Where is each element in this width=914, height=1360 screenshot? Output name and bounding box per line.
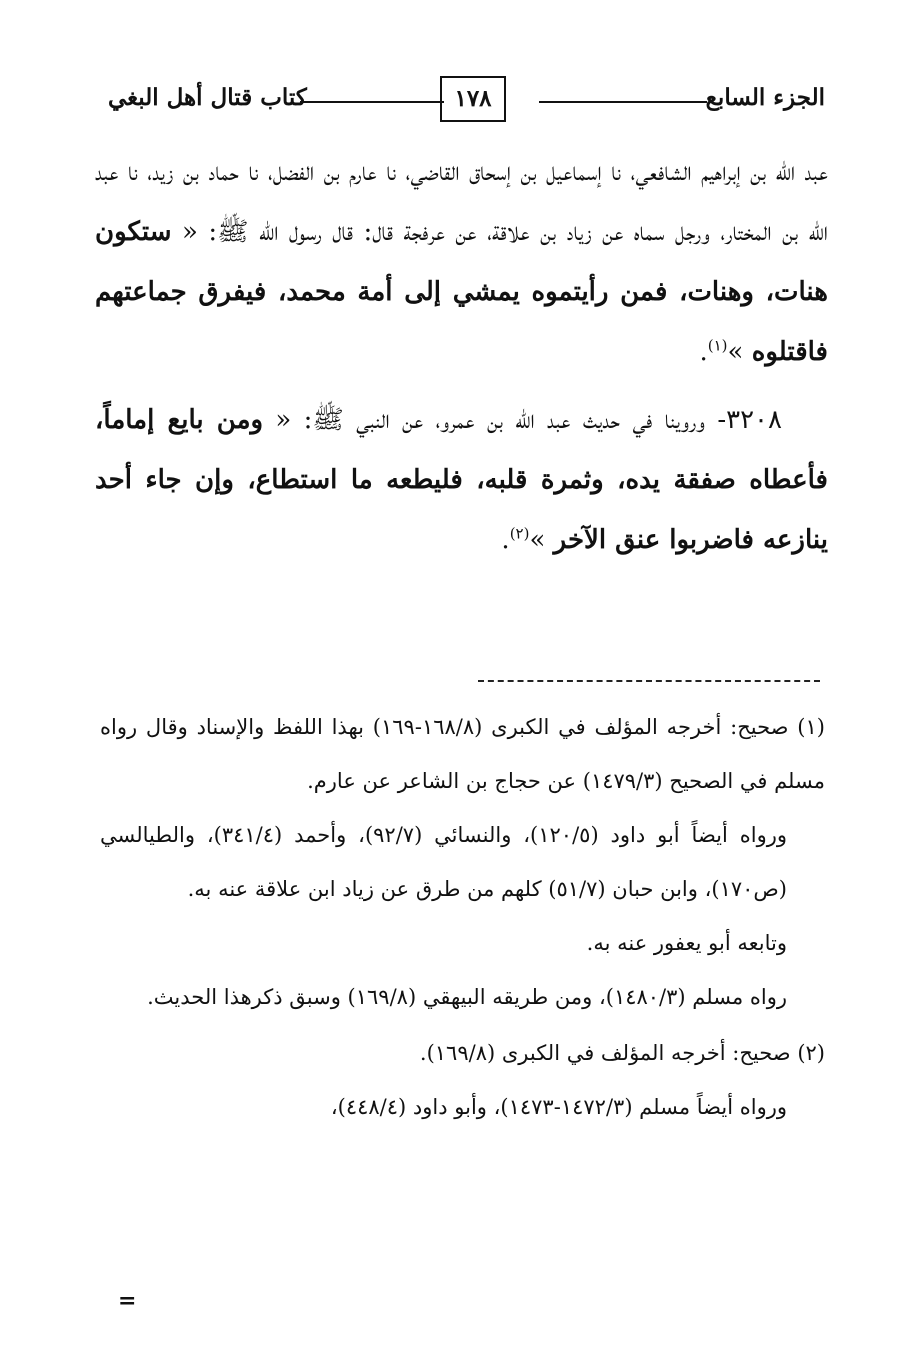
isnad-text: ٣٢٠٨- وروينا في حديث عبد الله بن عمرو، عن النبي ﷺ: « [263, 405, 782, 435]
header-rule-left [300, 101, 444, 103]
footnote-2-line: ورواه أيضاً مسلم (١٤٧٢/٣-١٤٧٣)، وأبو داود (٤٤٨/٤)، [330, 1095, 787, 1119]
period: . [501, 525, 510, 555]
footnote-1-line: رواه مسلم (١٤٨٠/٣)، ومن طريقه البيهقي (١٦٩/٨) وسبق ذكرهذا الحديث. [147, 985, 787, 1009]
footnote-ref-2: (٢) [509, 524, 530, 543]
hadith-text: ستكون هنات، وهنات، فمن رأيتموه يمشي إلى أمة محمد، فيفرق جماعتهم فاقتلوه [95, 217, 828, 367]
main-text [95, 142, 828, 570]
footnote-1-line: (١) صحيح: أخرجه المؤلف في الكبرى (١٦٨/٨-١٦٩) بهذا اللفظ والإسناد وقال رواه مسلم في الصحيح (١٤٧٩/٣) عن حجاج بن الشاعر عن عارم. [100, 715, 825, 793]
quote-close: » [529, 525, 554, 555]
paragraph-1 [95, 142, 828, 382]
quote-close: » [727, 337, 752, 367]
running-header [108, 74, 825, 124]
footnotes [100, 700, 825, 1134]
volume-label: الجزء السابع [705, 84, 825, 111]
footnote-1-line: ورواه أيضاً أبو داود (١٢٠/٥)، والنسائي (٩٢/٧)، وأحمد (٣٤١/٤)، والطيالسي (ص١٧٠)، وابن حبان (٥١/٧) كلهم من طرق عن زياد ابن علاقة عنه به. [100, 823, 787, 901]
chapter-title: كتاب قتال أهل البغي [108, 84, 307, 111]
header-rule-right [539, 101, 707, 103]
hadith-text: ومن بايع إماماً، فأعطاه صفقة يده، وثمرة قلبه، فليطعه ما استطاع، وإن جاء أحد ينازعه فاضربوا عنق الآخر [95, 405, 828, 555]
paragraph-2 [95, 390, 828, 570]
footnote-1-line: وتابعه أبو يعفور عنه به. [586, 931, 787, 955]
isnad-text: عبد الله بن إبراهيم الشافعي، نا إسماعيل بن إسحاق القاضي، نا عارم بن الفضل، نا حماد بن زيد، نا عبد الله بن المختار، ورجل سماه عن زياد بن علاقة، عن عرفجة قال: قال رسول الله ﷺ: « [95, 157, 828, 247]
period: . [699, 337, 708, 367]
page-number-box: ١٧٨ [440, 76, 506, 122]
footnote-ref-1: (١) [707, 336, 728, 355]
continuation-mark: = [118, 1288, 137, 1314]
footnote-separator [478, 680, 820, 682]
footnote-2-line: (٢) صحيح: أخرجه المؤلف في الكبرى (١٦٩/٨). [419, 1041, 825, 1065]
